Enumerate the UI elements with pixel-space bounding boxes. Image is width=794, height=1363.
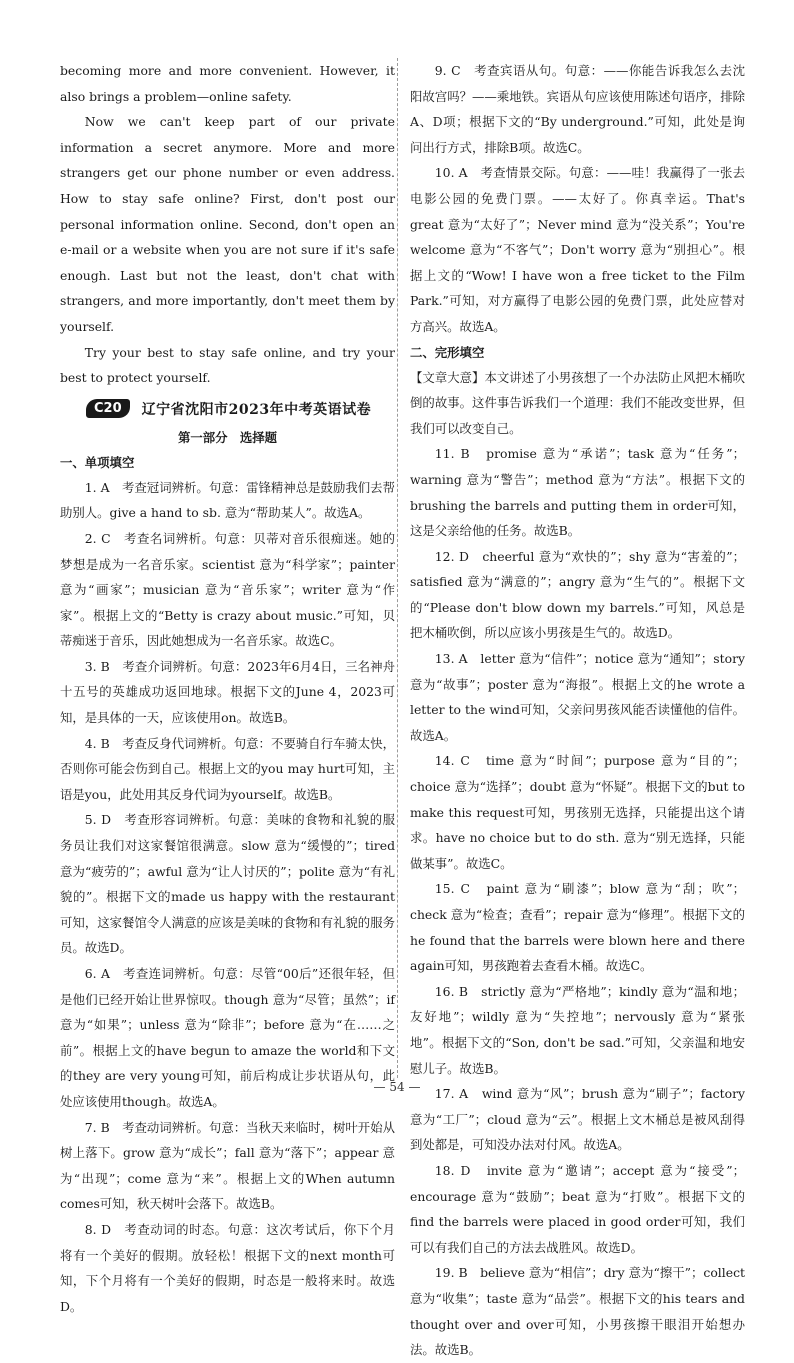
answer-item: 10. A 考查情景交际。句意：——哇！我赢得了一张去电影公园的免费门票。——太好了。你真幸运。That's great 意为“太好了”；Never mind 意为“没关系”；You're welcome 意为“不客气”；Don't worry 意为“别担心”。根据上文的“Wow! I have won a free ticket to the Film Park.”可知，对方赢得了电影公园的免费门票，此处应替对方高兴。故选A。	[410, 165, 745, 334]
section-heading-single-choice: 一、单项填空	[60, 454, 135, 470]
answer-item: 11. B promise 意为“承诺”；task 意为“任务”；warning 意为“警告”；method 意为“方法”。根据下文的brushing the barrels and putting them in order可知，这是父亲给他的任务。故选B。	[410, 446, 745, 539]
answer-item: 14. C time 意为“时间”；purpose 意为“目的”；choice 意为“选择”；doubt 意为“怀疑”。根据下文的but to make this request可知，男孩别无选择，只能提出这个请求。have no choice but to do sth. 意为“别无选择，只能做某事”。故选C。	[410, 753, 745, 871]
left-column	[60, 58, 395, 1319]
exam-title: 辽宁省沈阳市2023年中考英语试卷	[141, 401, 372, 418]
answer-item: 15. C paint 意为“刷漆”；blow 意为“刮；吹”；check 意为“检查；查看”；repair 意为“修理”。根据下文的he found that the barrels were blown here and there again可知，男孩跑着去查看木桶。故选C。	[410, 881, 745, 974]
answer-item: 13. A letter 意为“信件”；notice 意为“通知”；story 意为“故事”；poster 意为“海报”。根据上文的he wrote a letter to the wind可知，父亲问男孩风能否读懂他的信件。故选A。	[410, 651, 745, 743]
page-number: — 54 —	[373, 1080, 421, 1094]
answer-item: 3. B 考查介词辨析。句意：2023年6月4日，三名神舟十五号的英雄成功返回地球。根据下文的June 4，2023可知，是具体的一天，应该使用on。故选B。	[60, 658, 395, 726]
answer-item: 12. D cheerful 意为“欢快的”；shy 意为“害羞的”；satisfied 意为“满意的”；angry 意为“生气的”。根据下文的“Please don't blow down my barrels.”可知，风总是把木桶吹倒，所以应该小男孩是生气的。故选D。	[410, 548, 745, 641]
answer-item: 19. B believe 意为“相信”；dry 意为“擦干”；collect 意为“收集”；taste 意为“品尝”。根据下文的his tears and thought over and over可知，小男孩擦干眼泪开始想办法。故选B。	[410, 1265, 745, 1358]
answer-item: 9. C 考查宾语从句。句意：——你能告诉我怎么去沈阳故宫吗？——乘地铁。宾语从句应该使用陈述句语序，排除A、D项；根据下文的“By underground.”可知，此处是询问出行方式，排除B项。故选C。	[410, 63, 745, 155]
section-heading-cloze: 二、完形填空	[410, 344, 485, 360]
answer-item: 17. A wind 意为“风”；brush 意为“刷子”；factory 意为“工厂”；cloud 意为“云”。根据上文木桶总是被风刮得到处都是，可知没办法对付风。故选A。	[410, 1086, 745, 1153]
answer-item: 2. C 考查名词辨析。句意：贝蒂对音乐很痴迷。她的梦想是成为一名音乐家。scientist 意为“科学家”；painter 意为“画家”；musician 意为“音乐家”；writer 意为“作家”。根据上文的“Betty is crazy about music.”可知，贝蒂痴迷于音乐，因此她想成为一名音乐家。故选C。	[60, 530, 395, 649]
answer-item: 5. D 考查形容词辨析。句意：美味的食物和礼貌的服务员让我们对这家餐馆很满意。slow 意为“缓慢的”；tired 意为“疲劳的”；awful 意为“让人讨厌的”；polite 意为“有礼貌的”。根据下文的made us happy with the restaurant可知，这家餐馆令人满意的应该是美味的食物和有礼貌的服务员。故选D。	[60, 812, 395, 956]
answer-item: 18. D invite 意为“邀请”；accept 意为“接受”；encourage 意为“鼓励”；beat 意为“打败”。根据下文的find the barrels were placed in good order可知，我们可以有我们自己的方法去战胜风。故选D。	[410, 1162, 745, 1255]
intro-paragraph-1: becoming more and more convenient. However, it also brings a problem—online safety.	[60, 63, 395, 104]
exam-title-block	[60, 399, 395, 419]
answer-item: 4. B 考查反身代词辨析。句意：不要骑自行车骑太快，否则你可能会伤到自己。根据上文的you may hurt可知，主语是you，此处用其反身代词为yourself。故选B。	[60, 735, 395, 802]
column-divider	[397, 58, 398, 1078]
answer-item: 16. B strictly 意为“严格地”；kindly 意为“温和地；友好地”；wildly 意为“失控地”；nervously 意为“紧张地”。根据下文的“Son, don't be sad.”可知，父亲温和地安慰儿子。故选B。	[410, 983, 745, 1076]
answer-item: 7. B 考查动词辨析。句意：当秋天来临时，树叶开始从树上落下。grow 意为“成长”；fall 意为“落下”；appear 意为“出现”；come 意为“来”。根据上文的When autumn comes可知，秋天树叶会落下。故选B。	[60, 1119, 395, 1212]
part-title: 第一部分 选择题	[177, 429, 278, 445]
answer-item: 8. D 考查动词的时态。句意：这次考试后，你下个月将有一个美好的假期。放轻松！根据下文的next month可知，下个月将有一个美好的假期，时态是一般将来时。故选D。	[60, 1221, 395, 1314]
intro-paragraph-2: Now we can't keep part of our private information a secret anymore. More and more strangers get our phone number or even address. How to stay safe online? First, don't post our personal information online. Second, don't open an e-mail or a website when you are not sure if it's safe enough. Last but not the least, don't chat with strangers, and more importantly, don't meet them by yourself.	[60, 114, 395, 334]
article-summary: 【文章大意】本文讲述了小男孩想了一个办法防止风把木桶吹倒的故事。这件事告诉我们一个道理：我们不能改变世界，但我们可以改变自己。	[410, 369, 745, 436]
exam-number-badge: C20	[86, 399, 130, 418]
answer-item: 1. A 考查冠词辨析。句意：雷锋精神总是鼓励我们去帮助别人。give a hand to sb. 意为“帮助某人”。故选A。	[60, 479, 395, 521]
right-column	[410, 58, 745, 1363]
answer-item: 6. A 考查连词辨析。句意：尽管“00后”还很年轻，但是他们已经开始让世界惊叹。though 意为“尽管；虽然”；if 意为“如果”；unless 意为“除非”；before 意为“在……之前”。根据上文的have begun to amaze the world和下文的they are very young可知，前后构成让步状语从句，此处应该使用though。故选A。	[60, 966, 395, 1109]
intro-paragraph-3: Try your best to stay safe online, and try your best to protect yourself.	[60, 344, 395, 386]
